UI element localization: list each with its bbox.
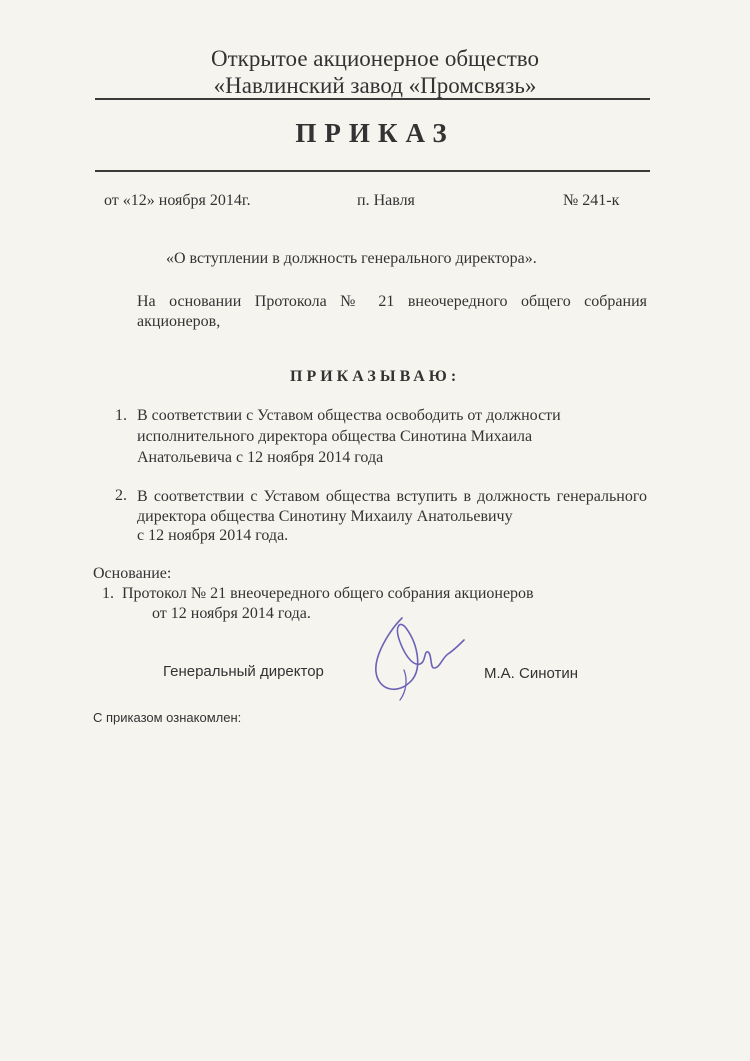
header-rule-top <box>95 98 650 100</box>
basis-label: Основание: <box>93 565 172 582</box>
item-number: 1. <box>115 407 127 424</box>
item-line: Анатольевича с 12 ноября 2014 года <box>137 449 384 466</box>
handwritten-signature <box>360 610 470 705</box>
order-date: от «12» ноября 2014г. <box>104 192 251 209</box>
item-text: В соответствии с Уставом общества вступить в должность генерального директора общества Синотину Михаилу Анатольевичу <box>137 488 647 525</box>
document-title: ПРИКАЗ <box>295 118 455 148</box>
header-rule-bottom <box>95 170 650 172</box>
basis-line-1: Протокол № 21 внеочередного общего собрания акционеров <box>122 585 534 602</box>
order-place: п. Навля <box>357 192 415 209</box>
org-line-1: Открытое акционерное общество <box>211 46 539 71</box>
signer-role: Генеральный директор <box>163 663 324 680</box>
item-number: 2. <box>115 487 127 504</box>
basis-line-2: от 12 ноября 2014 года. <box>152 605 311 622</box>
order-subject: «О вступлении в должность генерального директора». <box>166 250 537 267</box>
order-word: ПРИКАЗЫВАЮ: <box>290 368 461 385</box>
order-number: № 241-к <box>563 192 620 209</box>
item-line: с 12 ноября 2014 года. <box>137 527 289 544</box>
acquainted-label: С приказом ознакомлен: <box>93 710 242 725</box>
item-line: В соответствии с Уставом общества освободить от должности <box>137 407 561 424</box>
preamble-text: На основании Протокола № 21 внеочередного общего собрания акционеров, <box>137 293 647 330</box>
org-line-2: «Навлинский завод «Промсвязь» <box>213 73 537 98</box>
basis-number: 1. <box>102 585 114 602</box>
signer-name: М.А. Синотин <box>484 665 579 682</box>
item-line: исполнительного директора общества Синотина Михаила <box>137 428 533 445</box>
